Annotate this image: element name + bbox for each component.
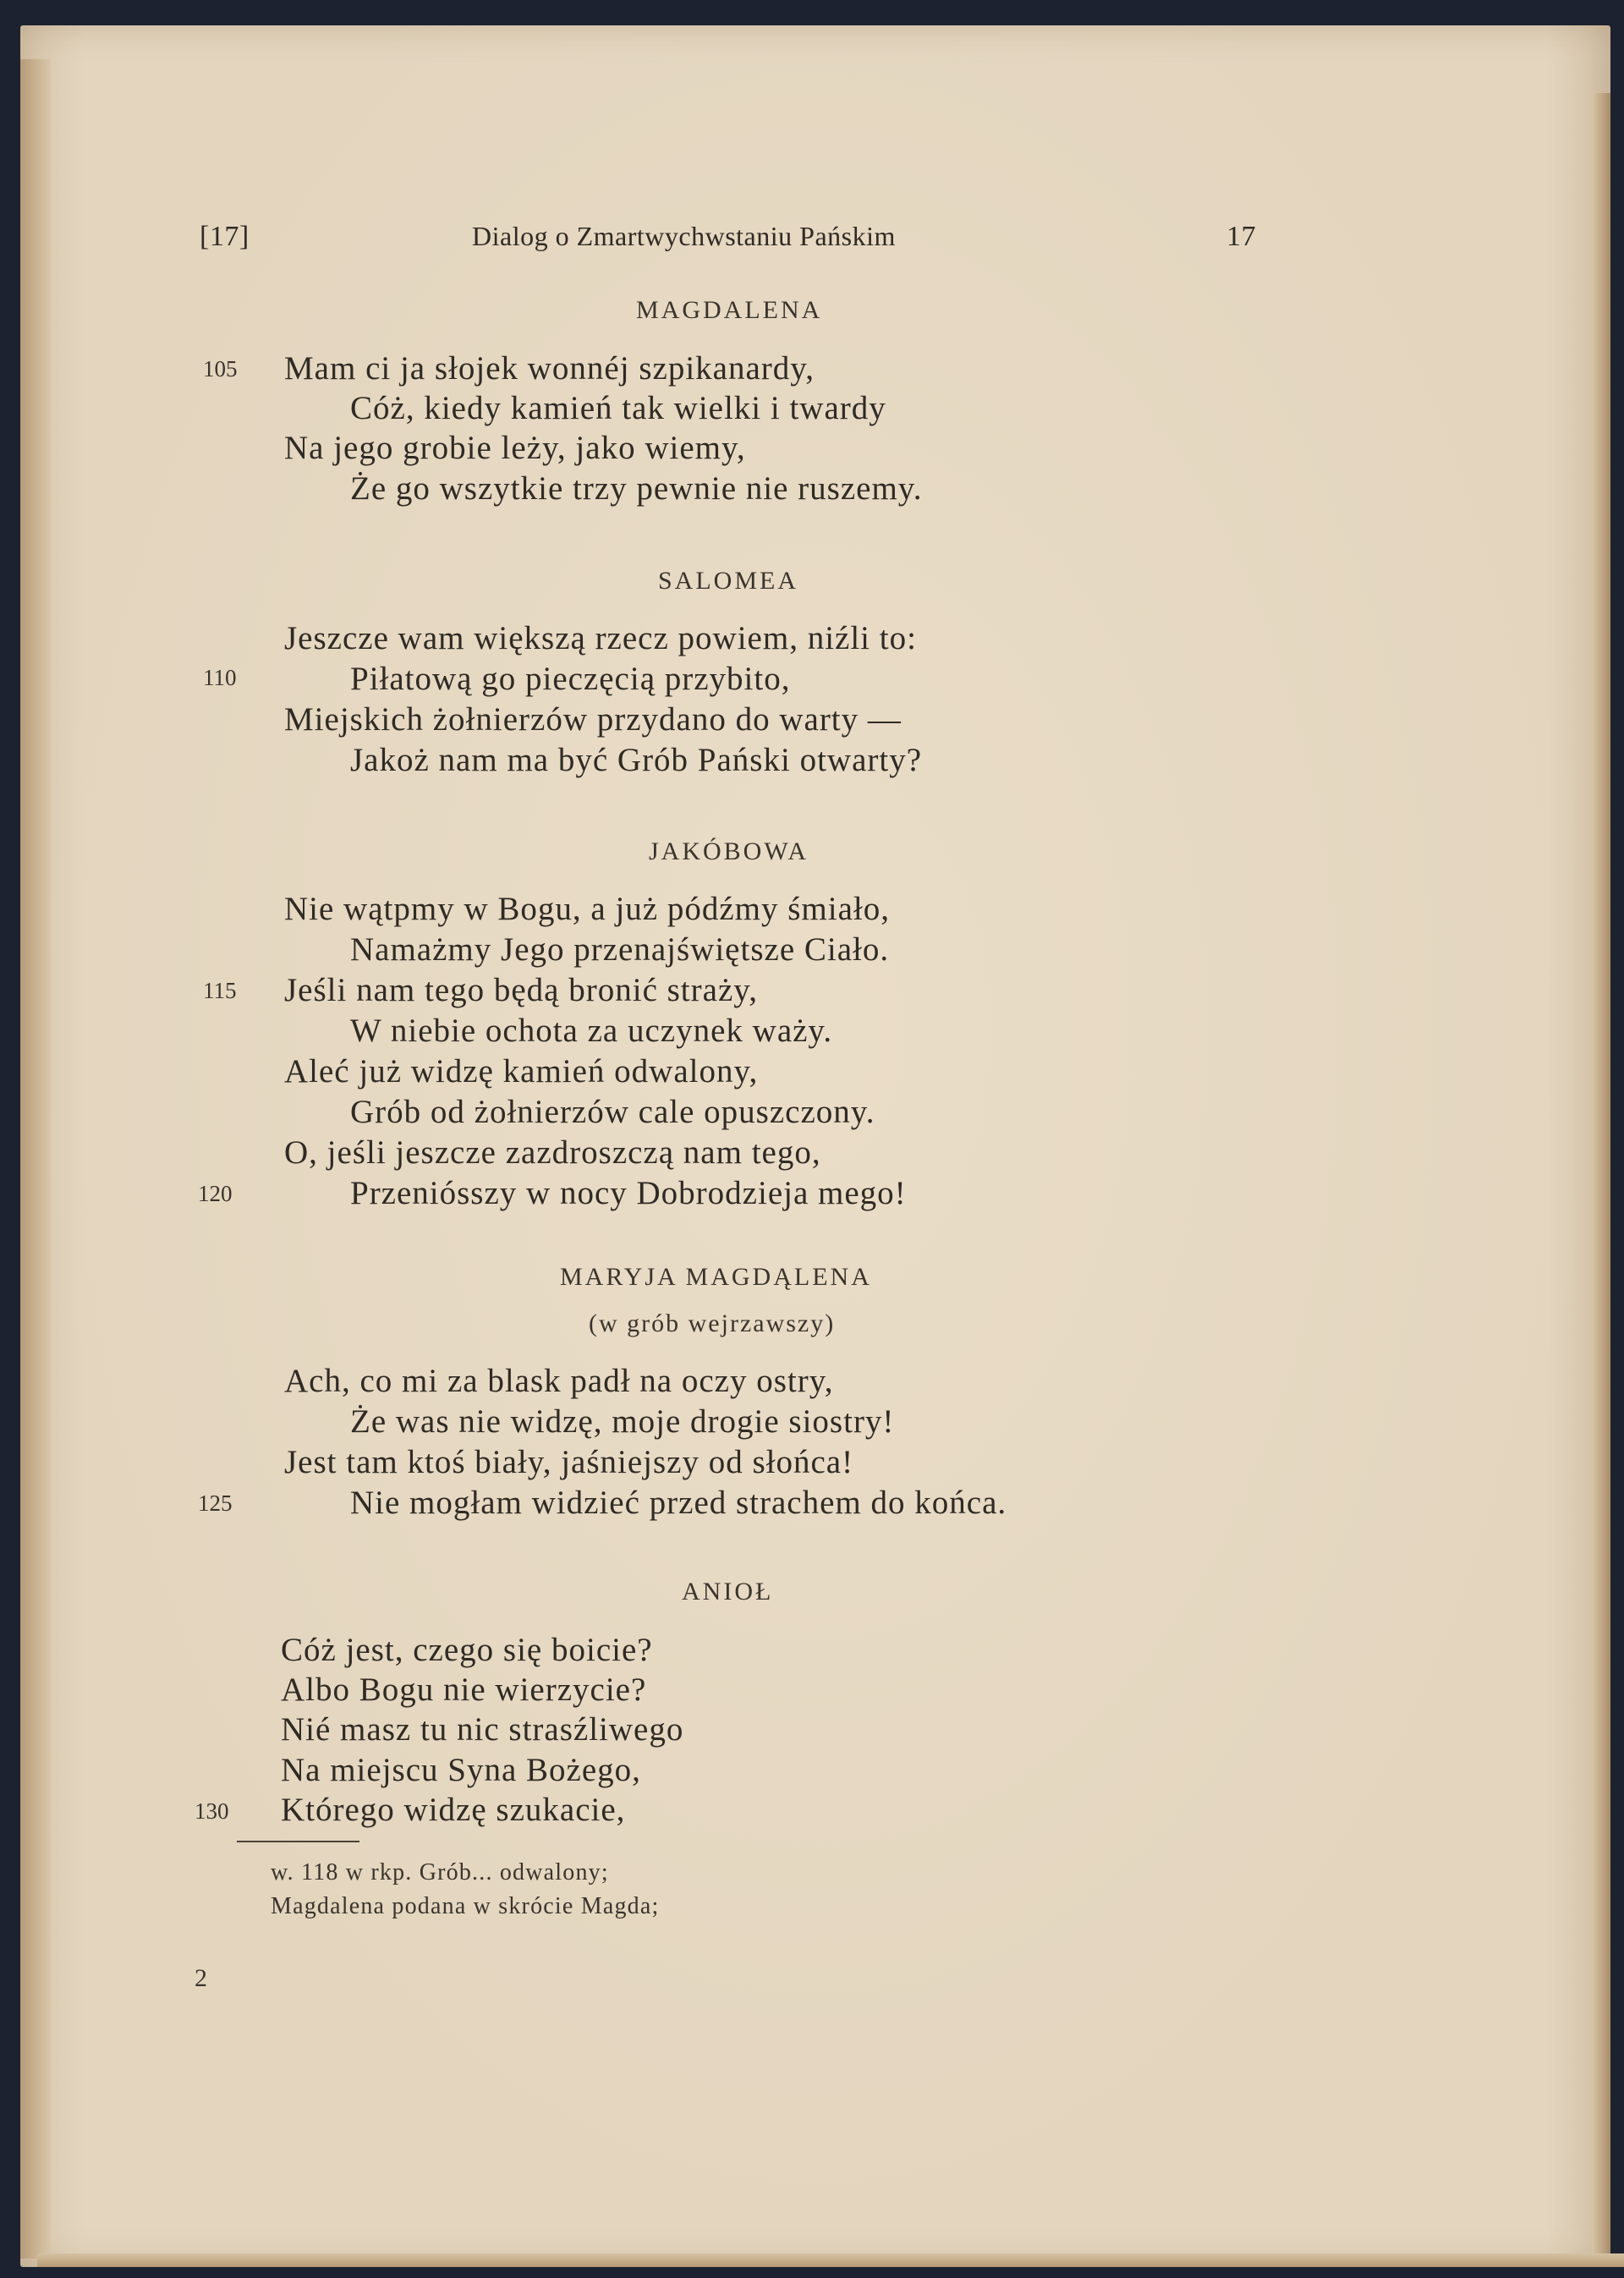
verse-line: Na jego grobie leży, jako wiemy, [284, 430, 746, 466]
verse-line: Albo Bogu nie wierzycie? [281, 1671, 647, 1708]
running-title: Dialog o Zmartwychwstaniu Pańskim [472, 221, 896, 251]
verse-line: Cóż jest, czego się boicie? [281, 1632, 653, 1668]
verse-line: Miejskich żołnierzów przydano do warty — [284, 701, 902, 738]
verse-line: Ach, co mi za blask padł na oczy ostry, [284, 1363, 834, 1399]
verse-line: Grób od żołnierzów cale opuszczony. [350, 1094, 875, 1130]
verse-line: Jeśli nam tego będą bronić straży, [284, 972, 758, 1008]
page-number: 17 [1226, 221, 1256, 252]
speaker-maryja-magdalena: MARYJA MAGDĄLENA [560, 1263, 872, 1291]
page-right-edge [1592, 93, 1610, 2259]
verse-line: W niebie ochota za uczynek waży. [350, 1013, 833, 1049]
header-bracket-page: [17] [200, 221, 250, 252]
speaker-salomea: SALOMEA [658, 567, 799, 595]
verse-line: Namażmy Jego przenajświętsze Ciało. [350, 931, 890, 968]
footnote: Magdalena podana w skrócie Magda; [271, 1893, 660, 1919]
line-number: 105 [203, 356, 238, 381]
verse-line: Mam ci ja słojek wonnéj szpikanardy, [284, 350, 815, 387]
verse-line: O, jeśli jeszcze zazdroszczą nam tego, [284, 1134, 821, 1171]
verse-line: Piłatową go pieczęcią przybito, [350, 661, 791, 697]
verse-line: Nie wątpmy w Bogu, a już pódźmy śmiało, [284, 891, 890, 927]
speaker-magdalena: MAGDALENA [636, 296, 823, 324]
stage-direction: (w grób wejrzawszy) [589, 1309, 836, 1337]
verse-line: Że go wszytkie trzy pewnie nie ruszemy. [350, 470, 923, 507]
verse-line: Przeniósszy w nocy Dobrodzieja mego! [350, 1175, 907, 1211]
footnote-rule [237, 1841, 359, 1842]
verse-line: Jest tam ktoś biały, jaśniejszy od słońca! [284, 1444, 854, 1480]
page-left-edge [20, 59, 51, 2259]
speaker-jakobowa: JAKÓBOWA [649, 837, 809, 865]
verse-line: Że was nie widzę, moje drogie siostry! [350, 1403, 895, 1440]
verse-line: Cóż, kiedy kamień tak wielki i twardy [350, 390, 886, 426]
verse-line: Na miejscu Syna Bożego, [281, 1752, 641, 1788]
speaker-aniol: ANIOŁ [682, 1578, 774, 1606]
page-bottom-edge [37, 2253, 1624, 2267]
signature-mark: 2 [195, 1964, 207, 1992]
verse-line: Którego widzę szukacie, [281, 1792, 626, 1828]
line-number: 115 [203, 978, 237, 1003]
verse-line: Aleć już widzę kamień odwalony, [284, 1053, 759, 1090]
verse-line: Nié masz tu nic strasźliwego [281, 1711, 684, 1748]
verse-line: Nie mogłam widzieć przed strachem do końca. [350, 1485, 1007, 1521]
footnote: w. 118 w rkp. Grób... odwalony; [271, 1859, 609, 1886]
line-number: 120 [198, 1181, 233, 1206]
line-number: 110 [203, 665, 237, 690]
verse-line: Jeszcze wam większą rzecz powiem, niźli to: [284, 620, 917, 656]
verse-line: Jakoż nam ma być Grób Pański otwarty? [350, 742, 923, 778]
line-number: 130 [195, 1798, 229, 1824]
line-number: 125 [198, 1490, 233, 1516]
